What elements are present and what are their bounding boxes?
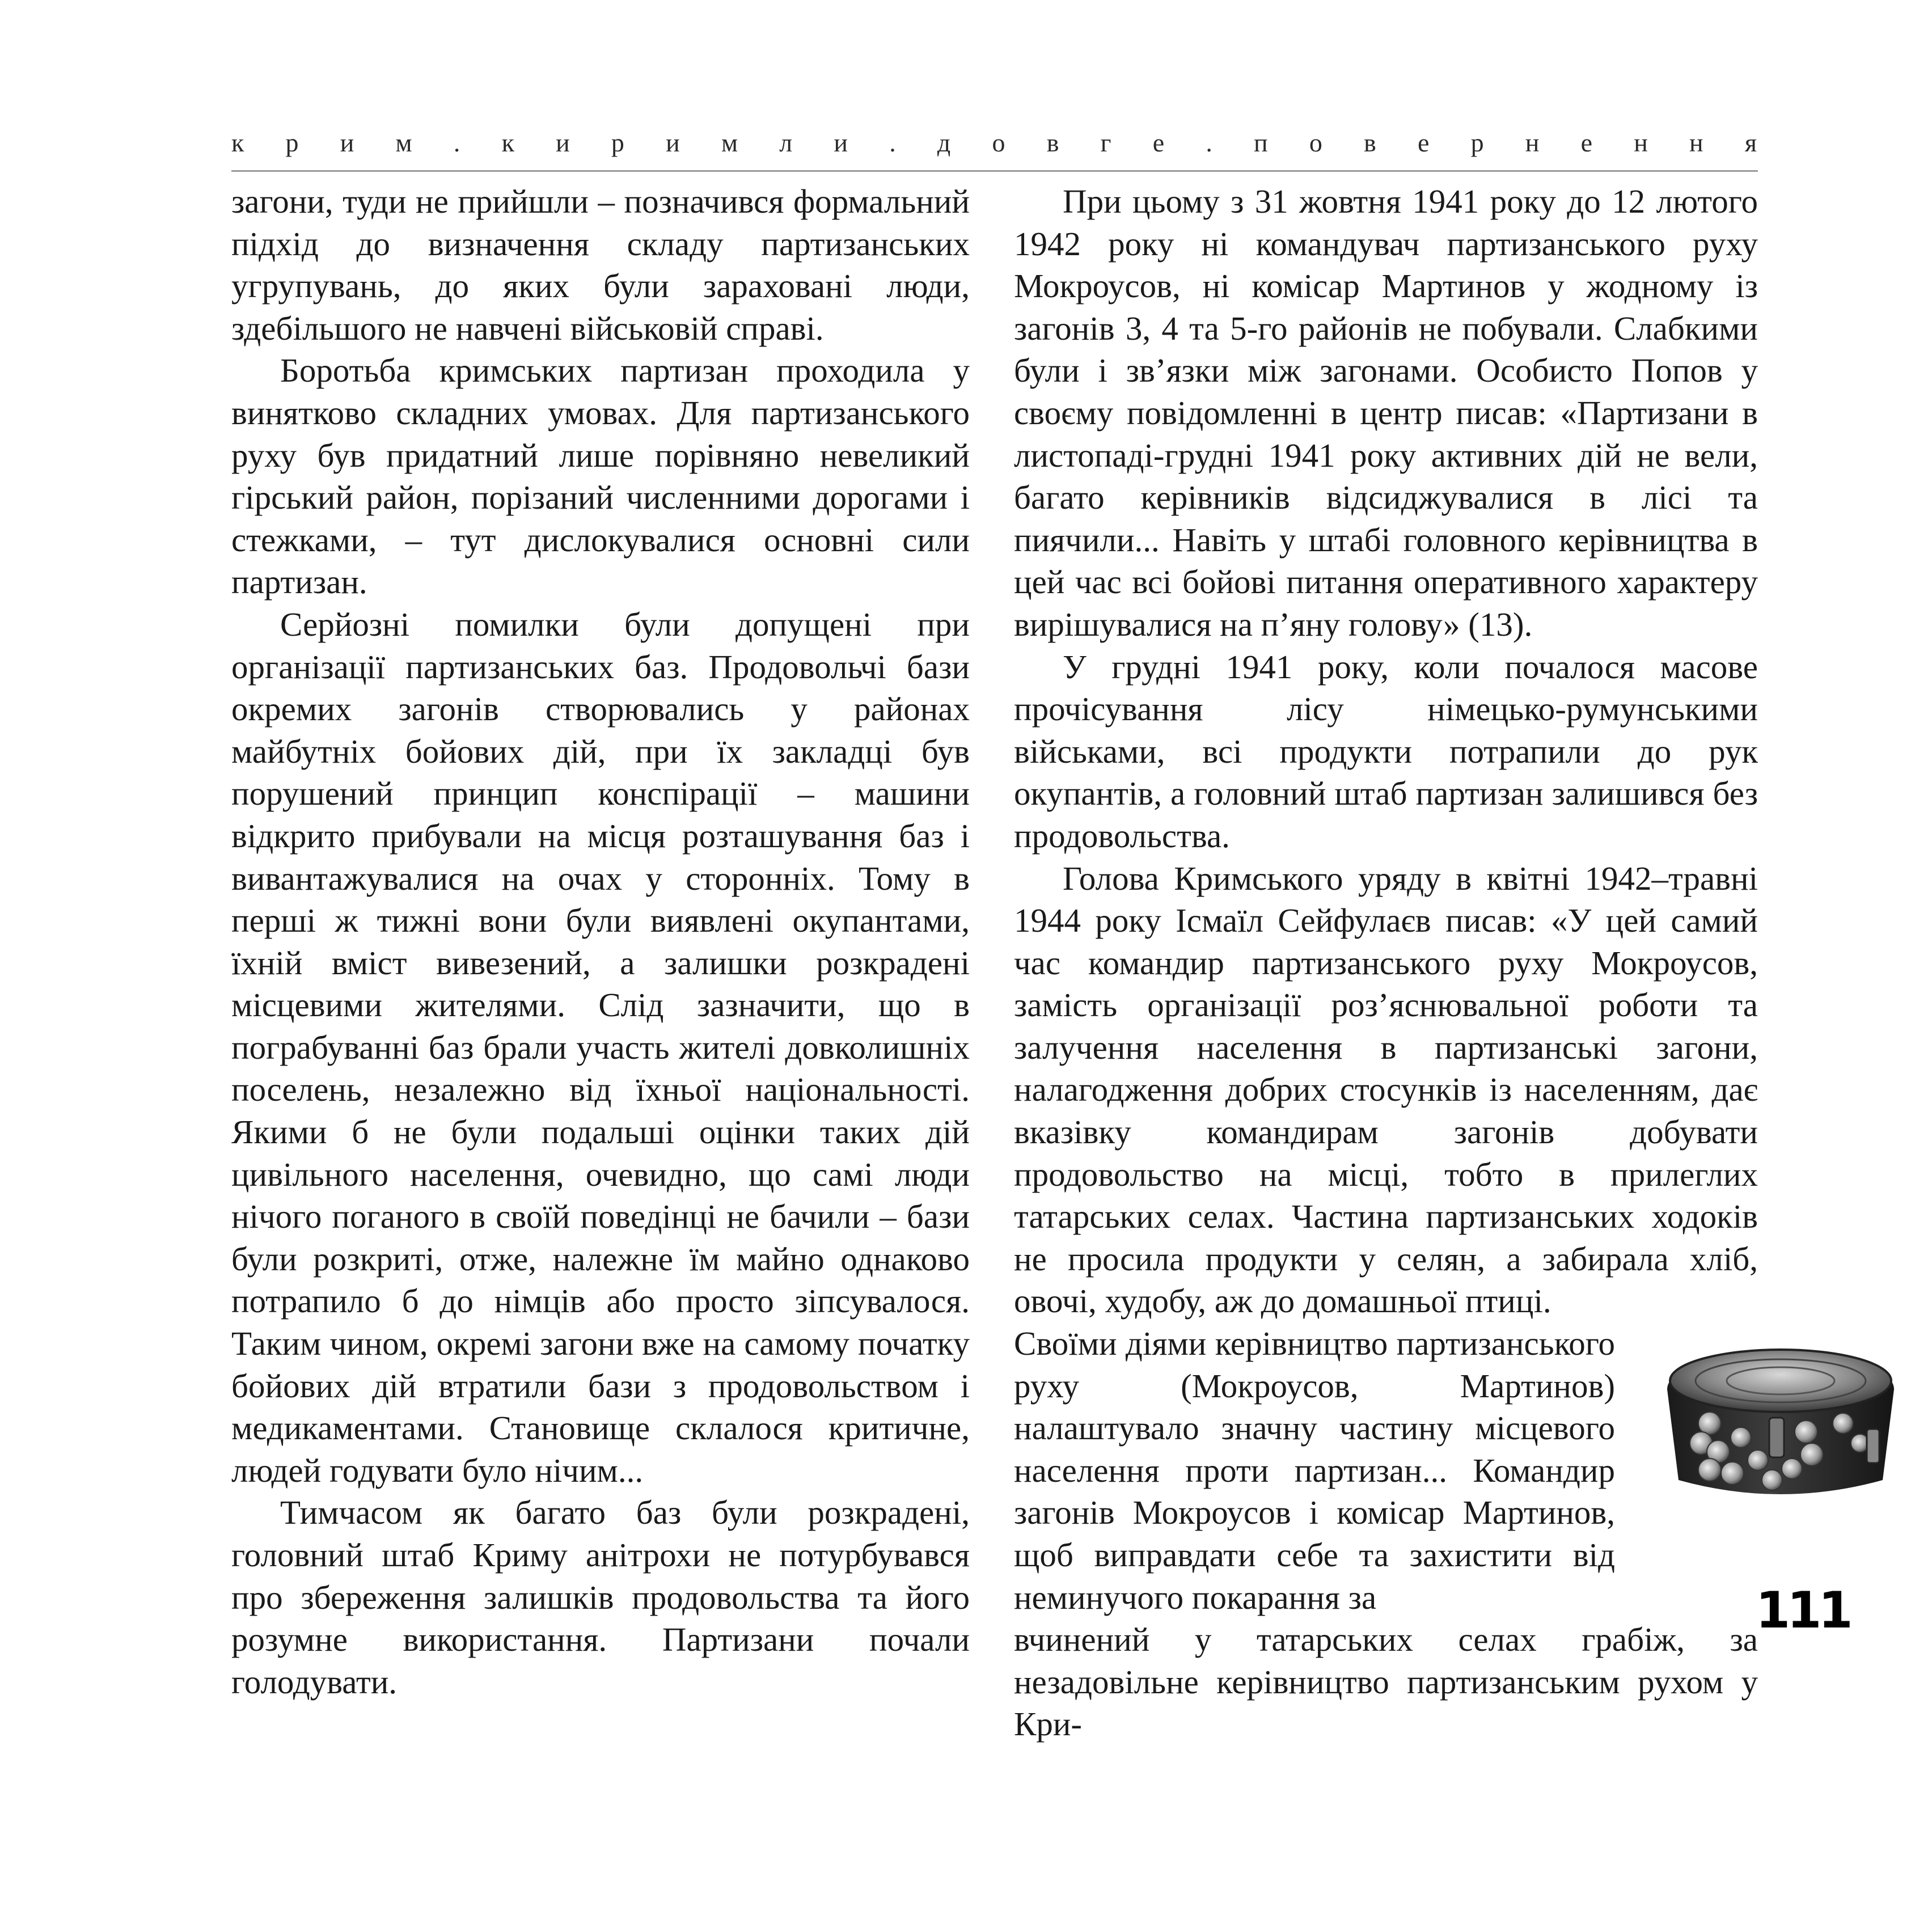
paragraph-wrapped: Своїми діями керівництво партизанського руху (Мокроусов, Мартинов) налаштувало значну частину місцевого населення проти партизан... Командир загонів Мокроусов і комісар Мартинов, щоб виправдати себе та захистити від неминучого покарання за bbox=[1014, 1325, 1615, 1616]
paragraph: Тимчасом як багато баз були розкрадені, головний штаб Криму анітрохи не потурбувався про збереження залишків продовольства та його розумне використання. Партизани почали голодувати. bbox=[231, 1494, 970, 1701]
paragraph: При цьому з 31 жовтня 1941 року до 12 лютого 1942 року ні командувач партизанського руху Мокроусов, ні комісар Мартинов у жодному із загонів 3, 4 та 5-го районів не побували. Слабкими були і зв’язки між загонами. Особисто Попов у своєму повідомленні в центр писав: «Партизани в листопаді-грудні 1941 року активних дій не вели, багато керівників відсиджувалися в лісі та пиячили... Навіть у штабі головного керівництва в цей час всі бойові питання оперативного характеру вирішувалися на п’яну голову» (13). bbox=[1014, 183, 1758, 643]
paragraph: загони, туди не прийшли – позначився формальний підхід до визначення складу партизанських угрупувань, до яких були зараховані люди, здебільшого не навчені військовій справі. bbox=[231, 183, 970, 347]
paragraph: Голова Кримського уряду в квітні 1942–травні 1944 року Ісмаїл Сейфулаєв писав: «У цей самий час командир партизанського руху Мокроусов, замість організації роз’яснювальної роботи та залучення населення в партизанські загони, налагодження добрих стосунків із населенням, дає вказівку командирам загонів добувати продовольство на місці, тобто в прилеглих татарських селах. Частина партизанських ходоків не просила продукти у селян, а забирала хліб, овочі, худобу, аж до домашньої птиці. bbox=[1014, 859, 1758, 1320]
page-number: 111 bbox=[1756, 1581, 1850, 1639]
header-rule bbox=[231, 170, 1758, 172]
left-column bbox=[231, 180, 970, 1703]
paragraph: вчинений у татарських селах грабіж, за незадовільне керівництво партизанським рухом у Кри- bbox=[1014, 1621, 1758, 1743]
paragraph: У грудні 1941 року, коли почалося масове прочісування лісу німецько-румунськими військами, всі продукти потрапили до рук окупантів, а головний штаб партизан залишився без продовольства. bbox=[1014, 648, 1758, 855]
fez-with-coins-icon bbox=[1656, 1338, 1905, 1525]
running-header: к р и м . к и р и м л и . д о в г е . п о в е р н е н н я bbox=[231, 128, 1758, 157]
right-column bbox=[1014, 180, 1758, 1745]
paragraph: Серйозні помилки були допущені при організації партизанських баз. Продовольчі бази окремих загонів створювались у районах майбутніх бойових дій, при їх закладці був порушений принцип конспірації – машини відкрито прибували на місця розташування баз і вивантажувалися на очах у сторонніх. Тому в перші ж тижні вони були виявлені окупантами, їхній вміст вивезений, а залишки розкрадені місцевими жителями. Слід зазначити, що в пограбуванні баз брали участь жителі довколишніх поселень, незалежно від їхньої національності. Якими б не були подальші оцінки таких дій цивільного населення, очевидно, що самі люди нічого поганого в своїй поведінці не бачили – бази були розкриті, отже, належне їм майно однаково потрапило б до німців або просто зіпсувалося. Таким чином, окремі загони вже на самому початку бойових дій втратили бази з продовольством і медикаментами. Становище склалося критичне, людей годувати було нічим... bbox=[231, 605, 970, 1489]
paragraph: Боротьба кримських партизан проходила у винятково складних умовах. Для партизанського руху був придатний лише порівняно невеликий гірський район, порізаний численними дорогами і стежками, – тут дислокувалися основні сили партизан. bbox=[231, 352, 970, 601]
